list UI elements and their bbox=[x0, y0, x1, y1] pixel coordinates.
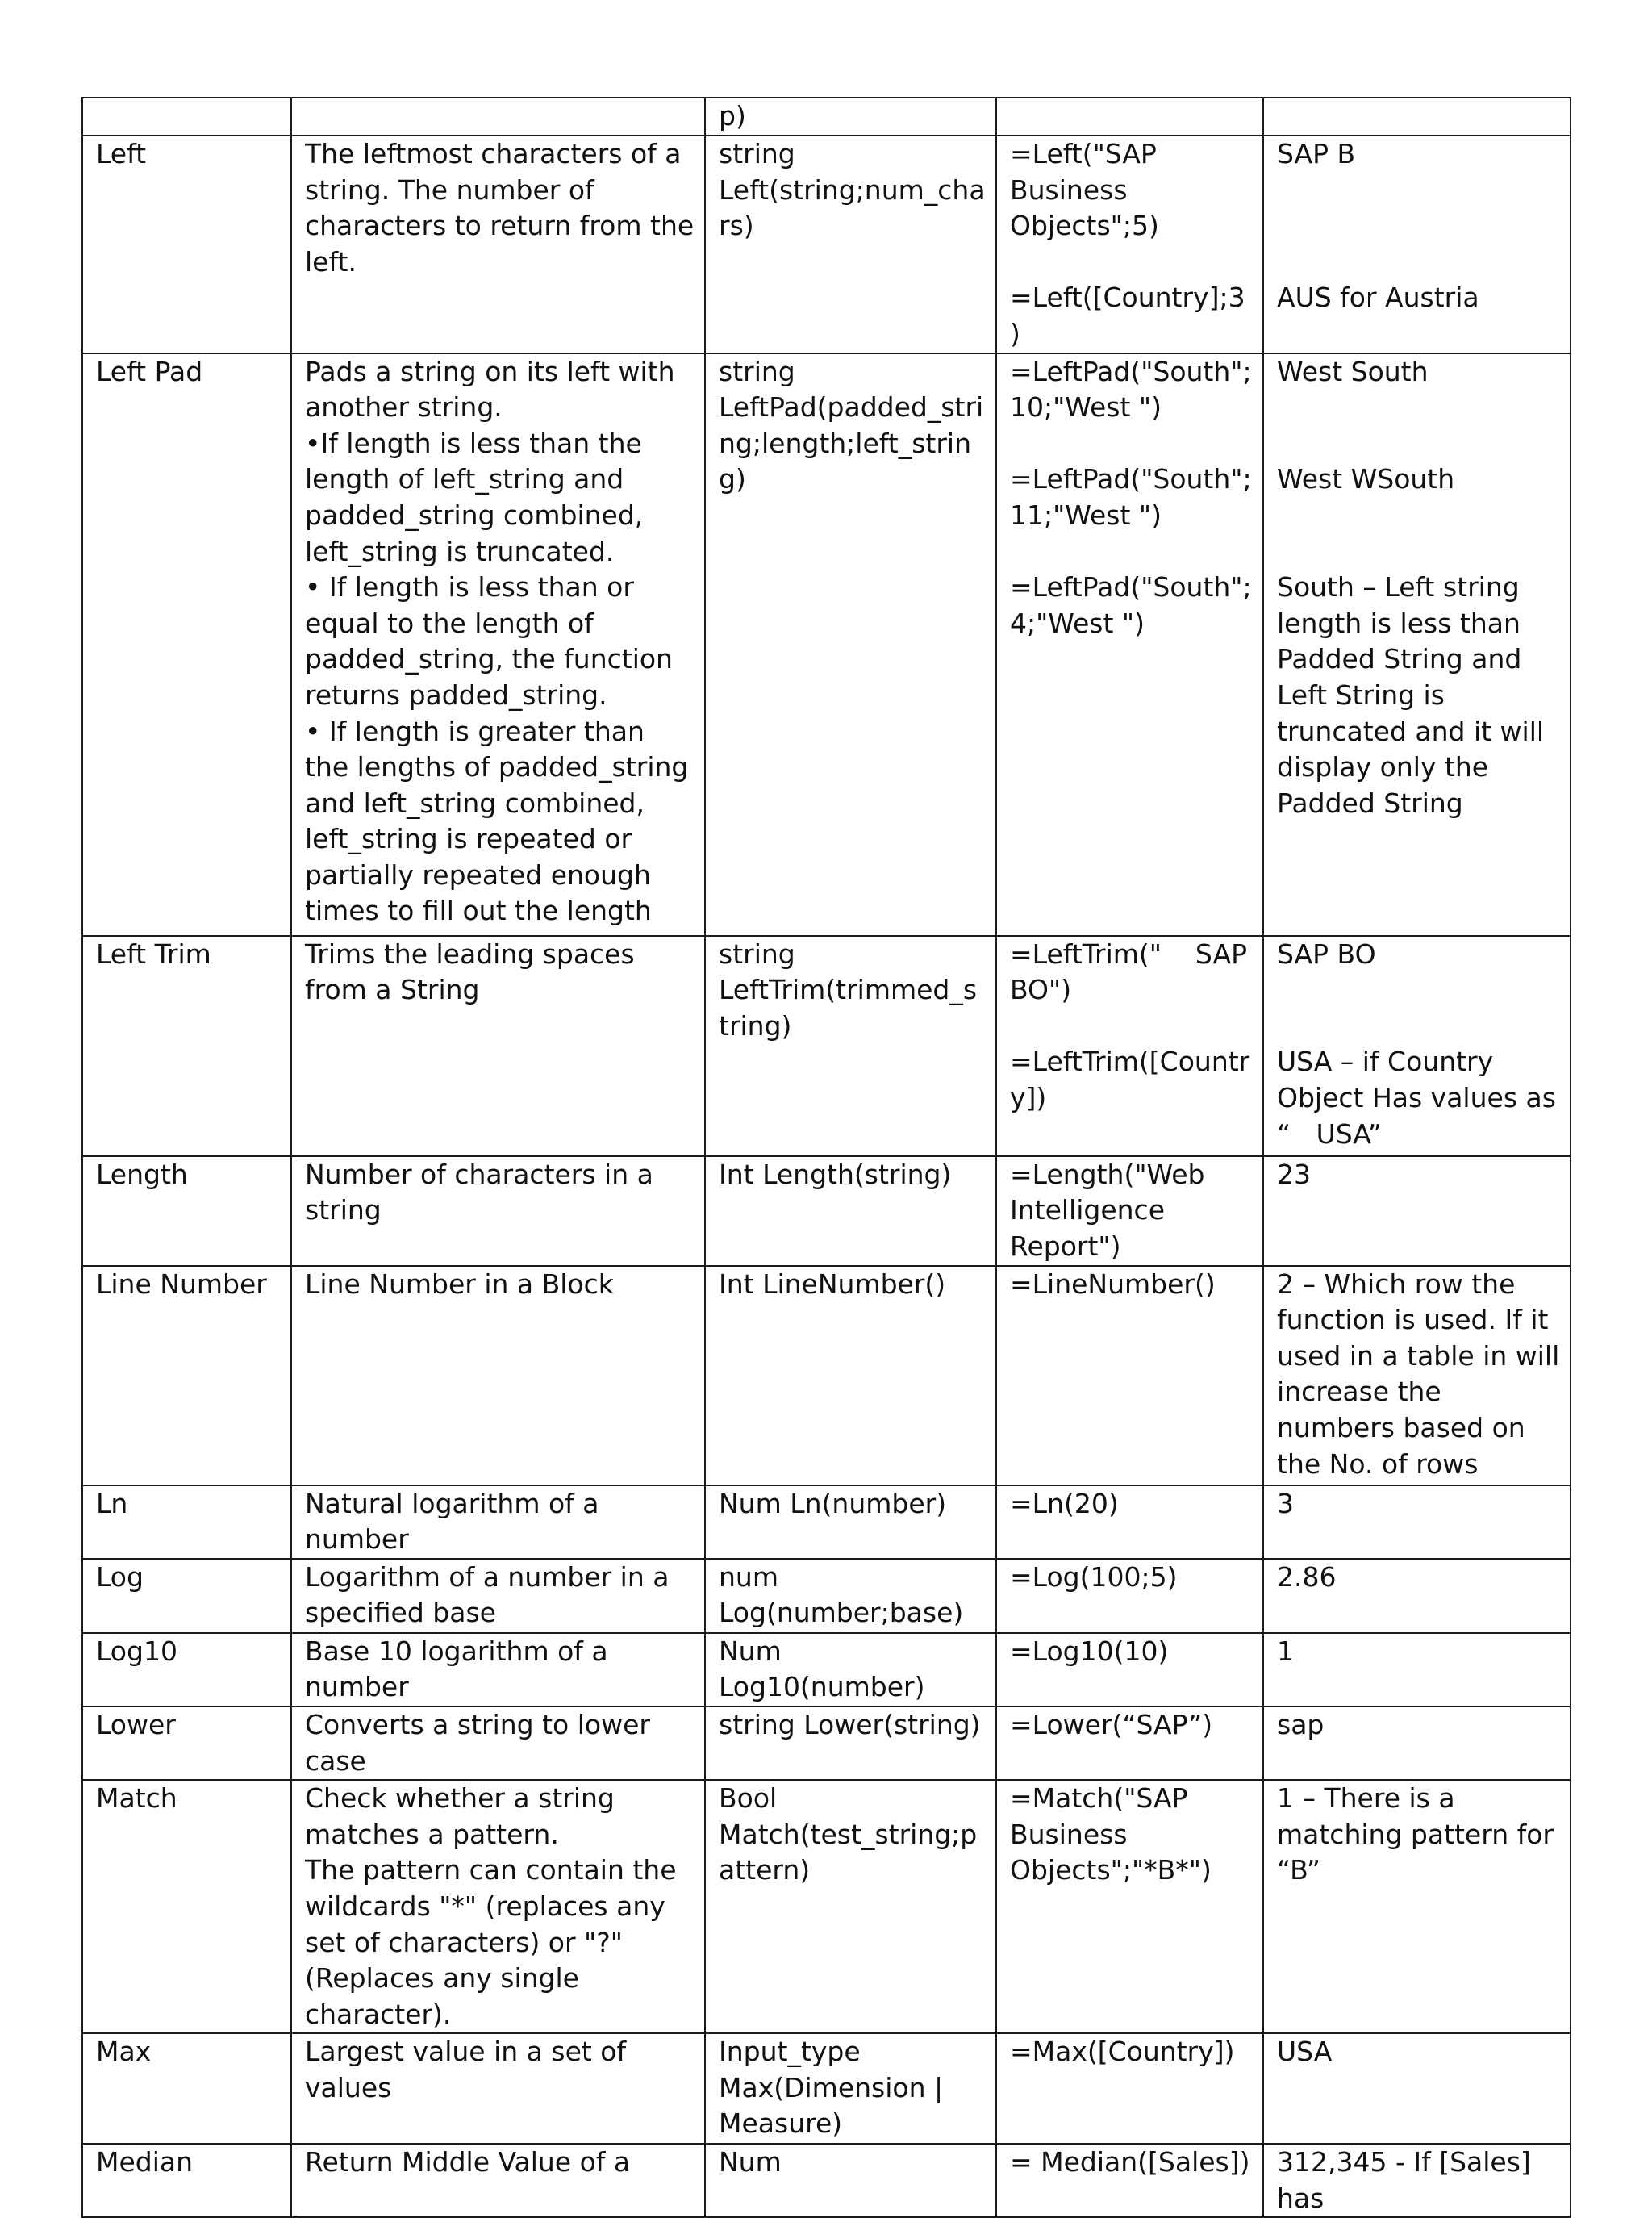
function-name-cell: Log10 bbox=[82, 1633, 291, 1706]
output-cell bbox=[1263, 98, 1571, 136]
function-name-cell: Left bbox=[82, 136, 291, 353]
syntax-cell: Bool Match(test_string;pattern) bbox=[705, 1780, 996, 2033]
output-cell: USA bbox=[1263, 2033, 1571, 2144]
table-row bbox=[82, 1485, 1571, 1559]
description-cell: Logarithm of a number in a specified base bbox=[291, 1559, 705, 1633]
syntax-cell: Num Log10(number) bbox=[705, 1633, 996, 1706]
description-cell: Base 10 logarithm of a number bbox=[291, 1633, 705, 1706]
syntax-cell: string LeftTrim(trimmed_string) bbox=[705, 936, 996, 1156]
table-row bbox=[82, 2144, 1571, 2217]
table-row bbox=[82, 1633, 1571, 1706]
function-name-cell: Left Trim bbox=[82, 936, 291, 1156]
example-cell: =Length("Web Intelligence Report") bbox=[996, 1156, 1263, 1266]
example-cell: =Log(100;5) bbox=[996, 1559, 1263, 1633]
syntax-cell: Num bbox=[705, 2144, 996, 2217]
example-cell: = Median([Sales]) bbox=[996, 2144, 1263, 2217]
output-cell: 2 – Which row the function is used. If it used in a table in will increase the numbers based on the No. of rows bbox=[1263, 1266, 1571, 1485]
output-cell: 23 bbox=[1263, 1156, 1571, 1266]
description-cell: Pads a string on its left with another string. •If length is less than the length of left_string and padded_string combined, left_string is truncated. • If length is less than or equal to the length of padded_string, the function returns padded_string. • If length is greater than the lengths of padded_string and left_string combined, left_string is repeated or partially repeated enough times to fill out the length bbox=[291, 353, 705, 936]
table-row bbox=[82, 136, 1571, 353]
example-cell: =Max([Country]) bbox=[996, 2033, 1263, 2144]
example-cell: =LeftPad("South";10;"West ") =LeftPad("South";11;"West ") =LeftPad("South";4;"West ") bbox=[996, 353, 1263, 936]
example-cell: =Left("SAP Business Objects";5) =Left([Country];3) bbox=[996, 136, 1263, 353]
function-name-cell: Match bbox=[82, 1780, 291, 2033]
function-name-cell: Length bbox=[82, 1156, 291, 1266]
description-cell: Return Middle Value of a bbox=[291, 2144, 705, 2217]
table-row bbox=[82, 1156, 1571, 1266]
function-name-cell: Lower bbox=[82, 1706, 291, 1780]
table-row bbox=[82, 2033, 1571, 2144]
table-row bbox=[82, 1559, 1571, 1633]
example-cell: =Log10(10) bbox=[996, 1633, 1263, 1706]
output-cell: SAP B AUS for Austria bbox=[1263, 136, 1571, 353]
syntax-cell: string LeftPad(padded_string;length;left_string) bbox=[705, 353, 996, 936]
function-name-cell: Max bbox=[82, 2033, 291, 2144]
example-cell: =Ln(20) bbox=[996, 1485, 1263, 1559]
table-row bbox=[82, 1266, 1571, 1485]
function-name-cell: Line Number bbox=[82, 1266, 291, 1485]
output-cell: 2.86 bbox=[1263, 1559, 1571, 1633]
table-row bbox=[82, 936, 1571, 1156]
example-cell: =Lower(“SAP”) bbox=[996, 1706, 1263, 1780]
description-cell: Largest value in a set of values bbox=[291, 2033, 705, 2144]
example-cell: =LeftTrim(" SAP BO") =LeftTrim([Country]) bbox=[996, 936, 1263, 1156]
function-name-cell: Log bbox=[82, 1559, 291, 1633]
function-name-cell: Ln bbox=[82, 1485, 291, 1559]
document-page bbox=[81, 97, 1571, 2218]
table-row bbox=[82, 353, 1571, 936]
table-row bbox=[82, 1780, 1571, 2033]
description-cell: Check whether a string matches a pattern. The pattern can contain the wildcards "*" (replaces any set of characters) or "?" (Replaces any single character). bbox=[291, 1780, 705, 2033]
syntax-cell: Int Length(string) bbox=[705, 1156, 996, 1266]
example-cell bbox=[996, 98, 1263, 136]
description-cell: Line Number in a Block bbox=[291, 1266, 705, 1485]
output-cell: West South West WSouth South – Left string length is less than Padded String and Left String is truncated and it will display only the Padded String bbox=[1263, 353, 1571, 936]
description-cell: Converts a string to lower case bbox=[291, 1706, 705, 1780]
output-cell: 3 bbox=[1263, 1485, 1571, 1559]
output-cell: 1 – There is a matching pattern for “B” bbox=[1263, 1780, 1571, 2033]
function-name-cell: Median bbox=[82, 2144, 291, 2217]
output-cell: 1 bbox=[1263, 1633, 1571, 1706]
description-cell: Trims the leading spaces from a String bbox=[291, 936, 705, 1156]
description-cell bbox=[291, 98, 705, 136]
output-cell: 312,345 - If [Sales] has bbox=[1263, 2144, 1571, 2217]
description-cell: Number of characters in a string bbox=[291, 1156, 705, 1266]
syntax-cell: Num Ln(number) bbox=[705, 1485, 996, 1559]
syntax-cell: num Log(number;base) bbox=[705, 1559, 996, 1633]
function-reference-table bbox=[81, 97, 1571, 2218]
table-row bbox=[82, 98, 1571, 136]
table-row bbox=[82, 1706, 1571, 1780]
output-cell: SAP BO USA – if Country Object Has values as “ USA” bbox=[1263, 936, 1571, 1156]
description-cell: The leftmost characters of a string. The number of characters to return from the left. bbox=[291, 136, 705, 353]
output-cell: sap bbox=[1263, 1706, 1571, 1780]
syntax-cell: p) bbox=[705, 98, 996, 136]
syntax-cell: Input_type Max(Dimension | Measure) bbox=[705, 2033, 996, 2144]
function-name-cell: Left Pad bbox=[82, 353, 291, 936]
syntax-cell: string Left(string;num_chars) bbox=[705, 136, 996, 353]
description-cell: Natural logarithm of a number bbox=[291, 1485, 705, 1559]
function-name-cell bbox=[82, 98, 291, 136]
example-cell: =LineNumber() bbox=[996, 1266, 1263, 1485]
syntax-cell: Int LineNumber() bbox=[705, 1266, 996, 1485]
syntax-cell: string Lower(string) bbox=[705, 1706, 996, 1780]
example-cell: =Match("SAP Business Objects";"*B*") bbox=[996, 1780, 1263, 2033]
